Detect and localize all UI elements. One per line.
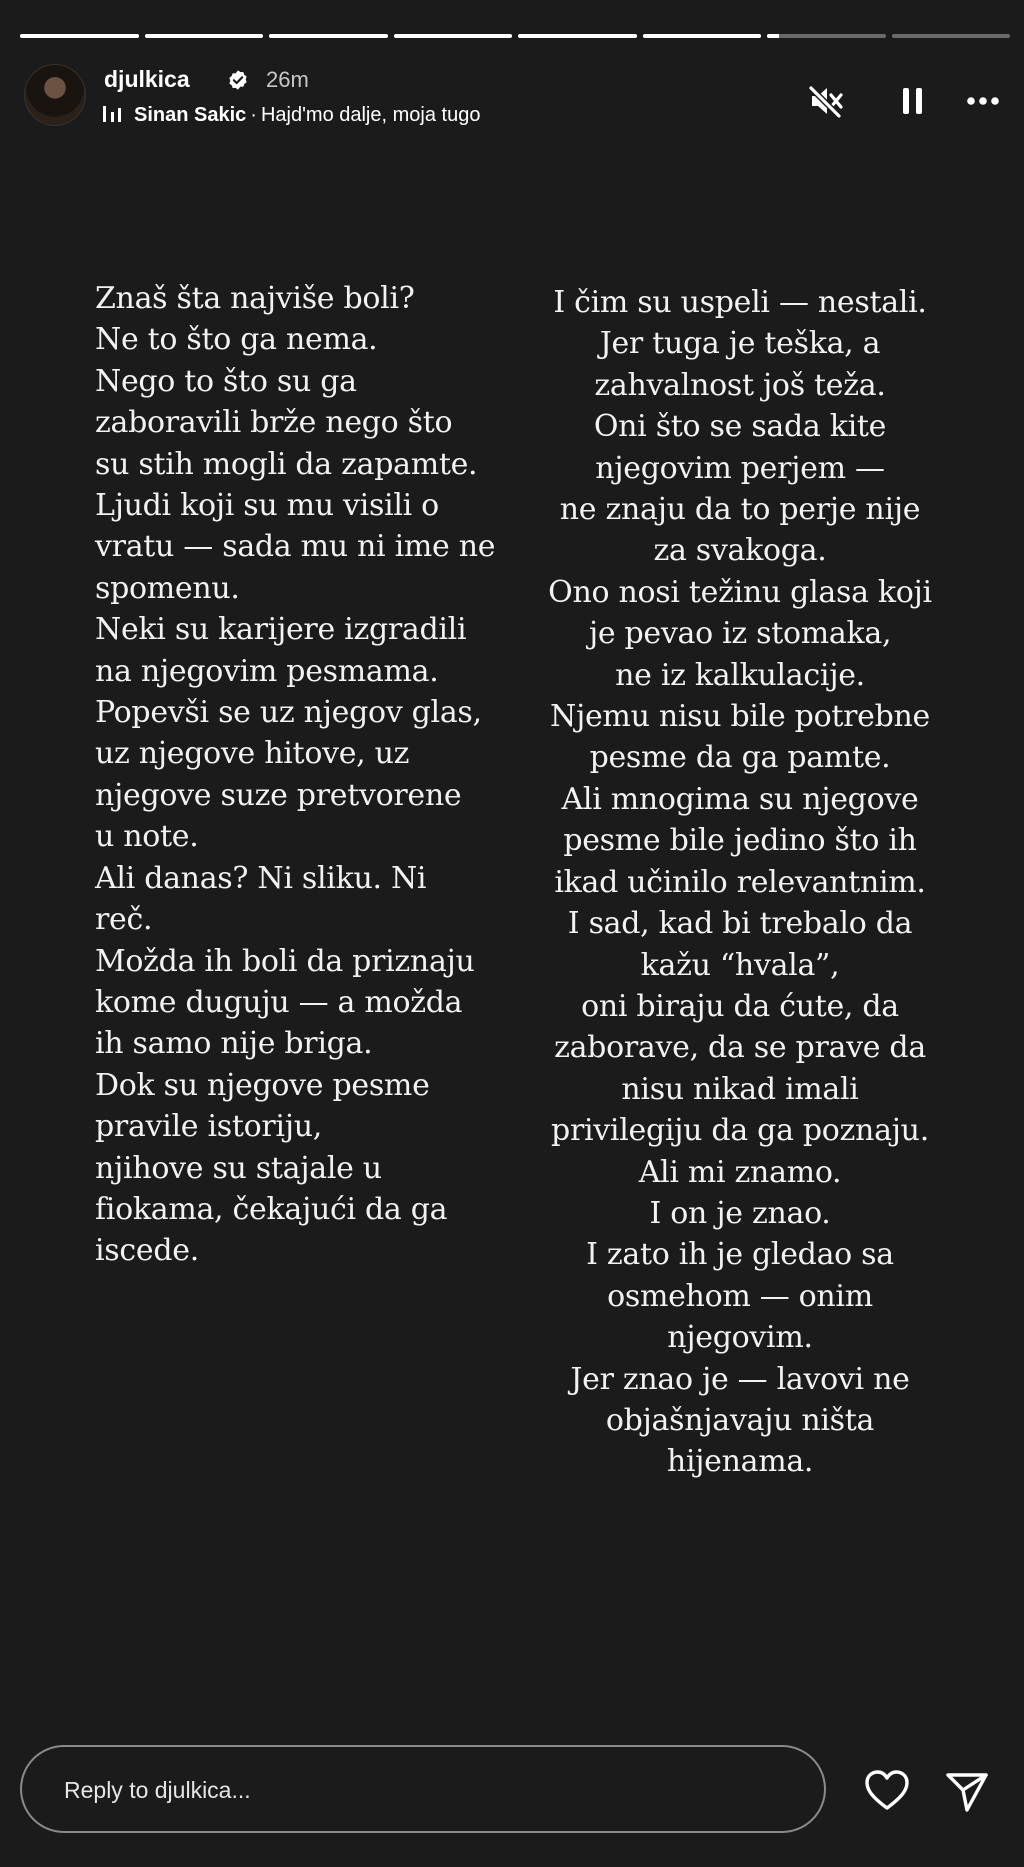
story-text-line-left: njegove suze pretvorene [95, 777, 462, 813]
story-text-line-right: pesme da ga pamte. [589, 740, 891, 776]
progress-segment [145, 34, 264, 38]
verified-badge-icon [227, 69, 249, 91]
progress-segment [20, 34, 139, 38]
story-text-line-right: Jer znao je — lavovi ne [570, 1361, 910, 1397]
music-attribution[interactable] [102, 104, 480, 127]
progress-segment [394, 34, 513, 38]
speaker-muted-icon[interactable] [807, 82, 845, 120]
pause-icon[interactable] [894, 82, 932, 120]
story-text-line-left: Ali danas? Ni sliku. Ni [95, 860, 427, 896]
story-text-line-right: I čim su uspeli — nestali. [553, 285, 927, 320]
reply-input[interactable] [62, 1767, 786, 1813]
story-text-line-right: Oni što se sada kite [593, 409, 887, 445]
story-text-line-right: kažu “hvala”, [640, 947, 840, 983]
story-text-line-right: pesme bile jedino što ih [563, 823, 917, 859]
story-text-line-right: hijenama. [666, 1444, 814, 1480]
story-text-line-right: Ali mnogima su njegove [561, 781, 919, 817]
story-text-line-right: oni biraju da ćute, da [581, 988, 899, 1024]
story-text-line-right: zaborave, da se prave da [554, 1030, 926, 1066]
progress-segment-fill [394, 34, 513, 38]
story-text-line-left: na njegovim pesmama. [95, 653, 439, 689]
progress-segment-fill [518, 34, 637, 38]
story-text-line-right: I on je znao. [649, 1195, 831, 1231]
story-text-line-right: Ono nosi težinu glasa koji [548, 574, 932, 610]
progress-segment [518, 34, 637, 38]
reply-box[interactable] [20, 1745, 826, 1833]
music-separator: · [250, 104, 257, 126]
story-text-line-left: iscede. [95, 1233, 199, 1269]
progress-segment [767, 34, 886, 38]
story-text-line-left: Neki su karijere izgradili [95, 612, 467, 648]
music-artist: Sinan Sakic [134, 104, 247, 126]
story-text-line-left: Možda ih boli da priznaju [95, 943, 475, 979]
audio-bars-icon [102, 104, 124, 124]
story-text-line-left: Popevši se uz njegov glas, [95, 695, 482, 731]
progress-segment-fill [767, 34, 779, 38]
progress-segment-fill [269, 34, 388, 38]
story-text-line-left: su stih mogli da zapamte. [95, 446, 478, 482]
story-text-line-left: Nego to što su ga [95, 363, 357, 399]
progress-segment-fill [20, 34, 139, 38]
story-text-line-right: njegovim. [667, 1320, 813, 1356]
profile-avatar[interactable] [24, 64, 86, 126]
story-text-line-right: je pevao iz stomaka, [588, 616, 892, 652]
progress-segment-fill [145, 34, 264, 38]
send-icon[interactable] [942, 1766, 992, 1816]
story-text-left-column [95, 278, 535, 1272]
story-text-line-left: fiokama, čekajući da ga [95, 1191, 448, 1227]
story-text-line-left: kome duguju — a možda [95, 984, 463, 1020]
story-text-line-left: Ne to što ga nema. [95, 322, 378, 358]
story-text-line-left: u note. [95, 819, 199, 855]
story-header [20, 62, 1004, 132]
progress-segment [892, 34, 1011, 38]
story-text-line-left: Dok su njegove pesme [95, 1067, 430, 1103]
story-text-line-right: ne znaju da to perje nije [559, 492, 921, 528]
username[interactable]: djulkica [104, 66, 190, 92]
story-text-line-right: Njemu nisu bile potrebne [550, 699, 930, 735]
story-text-line-left: Ljudi koji su mu visili o [95, 488, 439, 524]
story-text-line-left: spomenu. [95, 570, 240, 606]
story-text-line-left: pravile istoriju, [95, 1109, 322, 1145]
music-song-title: Hajd'mo dalje, moja tugo [260, 104, 481, 126]
story-text-line-right: Jer tuga je teška, a [599, 326, 881, 362]
story-text-line-right: privilegiju da ga poznaju. [551, 1113, 929, 1149]
story-text-line-right: objašnjavaju ništa [605, 1402, 875, 1438]
story-text-line-right: zahvalnost još teža. [594, 367, 886, 403]
story-text-line-right: njegovim perjem — [595, 450, 885, 486]
story-text-line-left: Znaš šta najviše boli? [95, 281, 415, 316]
time-ago: 26m [266, 67, 309, 92]
story-text-line-left: ih samo nije briga. [95, 1026, 373, 1062]
progress-segment [643, 34, 762, 38]
more-options-icon[interactable] [964, 82, 1002, 120]
story-text-line-right: I sad, kad bi trebalo da [567, 906, 913, 942]
progress-segment-fill [643, 34, 762, 38]
heart-icon[interactable] [862, 1766, 912, 1816]
story-text-line-right: nisu nikad imali [621, 1071, 859, 1107]
story-text-line-right: za svakoga. [653, 533, 827, 569]
story-text-right-column [540, 282, 940, 1483]
story-text-line-left: uz njegove hitove, uz [95, 736, 410, 772]
story-text-line-right: ikad učinilo relevantnim. [554, 864, 926, 900]
story-text-line-right: I zato ih je gledao sa [586, 1237, 894, 1273]
story-progress-bar [20, 34, 1010, 38]
story-text-line-right: osmehom — onim [607, 1278, 873, 1314]
story-text-line-left: vratu — sada mu ni ime ne [95, 529, 496, 565]
story-text-line-right: Ali mi znamo. [638, 1154, 842, 1190]
story-text-line-left: njihove su stajale u [95, 1150, 382, 1186]
story-text-line-left: reč. [95, 902, 153, 938]
progress-segment [269, 34, 388, 38]
story-text-line-right: ne iz kalkulacije. [615, 657, 865, 693]
story-text-line-left: zaboravili brže nego što [95, 405, 453, 441]
